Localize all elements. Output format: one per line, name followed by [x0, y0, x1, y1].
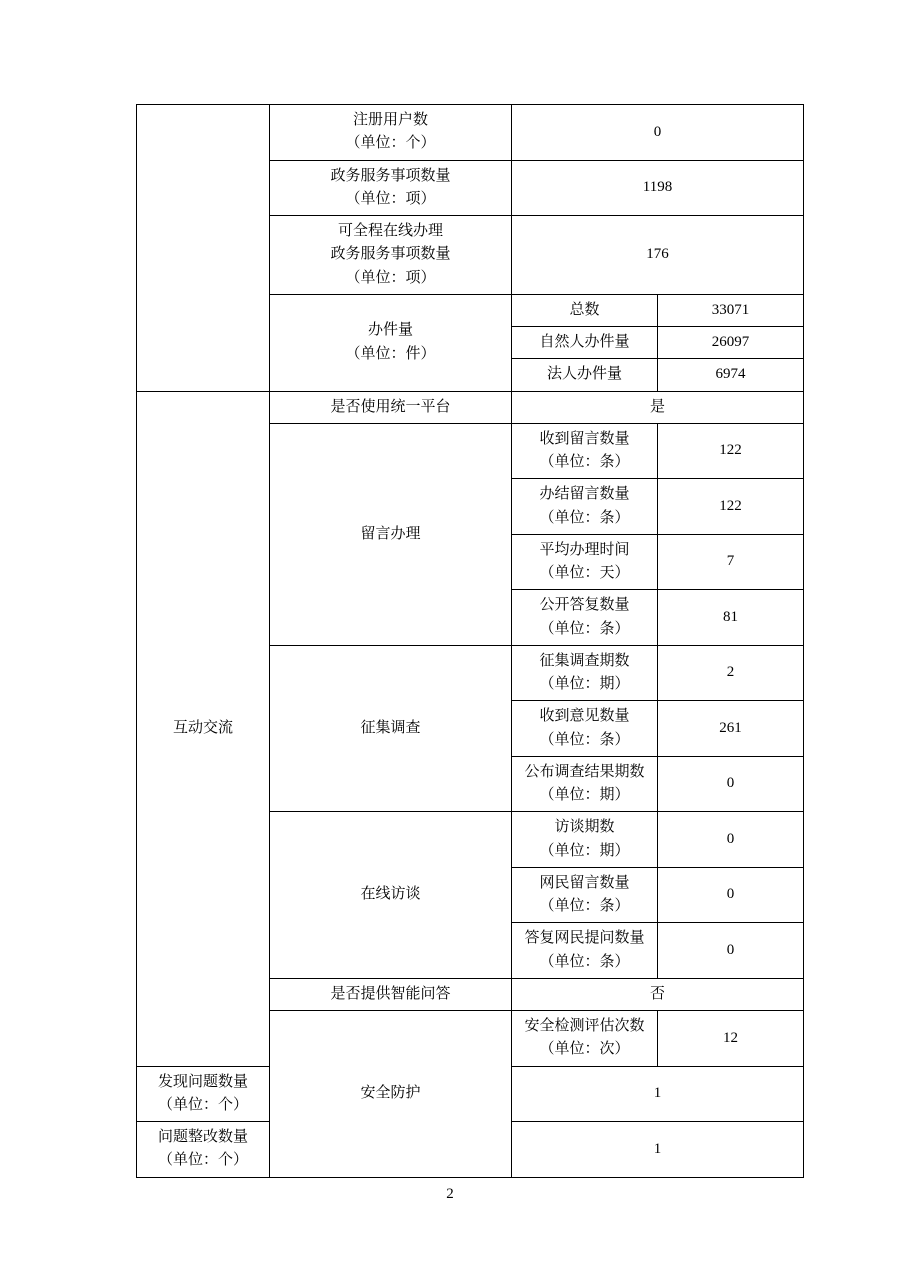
item-label-line2: （单位：件） [345, 345, 436, 362]
sub-label-line1: 征集调查期数 [539, 652, 630, 669]
item-label-line1: 问题整改数量 [157, 1129, 248, 1145]
sub-label-line1: 答复网民提问数量 [524, 930, 645, 947]
item-label-security-assessments [512, 1011, 658, 1067]
sub-label-public-replies [512, 590, 658, 646]
table-row [137, 391, 804, 423]
item-label-line2: （单位：个） [157, 1096, 248, 1113]
value-full-online-items: 176 [512, 216, 804, 295]
value-unified-platform: 是 [512, 391, 804, 423]
value-messages-received: 122 [658, 423, 804, 479]
category-cell-service [137, 105, 270, 392]
sub-label-line2: （单位：条） [539, 731, 630, 748]
sub-label-opinions-received [512, 701, 658, 757]
item-label-line2: （单位：个） [157, 1152, 248, 1169]
table-row [137, 105, 804, 161]
value-handled-total: 33071 [658, 294, 804, 326]
value-public-replies: 81 [658, 590, 804, 646]
item-label-online-interview: 在线访谈 [270, 812, 512, 979]
value-messages-completed: 122 [658, 479, 804, 535]
value-average-handling-time: 7 [658, 534, 804, 590]
item-label-handled-volume [270, 294, 512, 391]
sub-label-handled-legal-person: 法人办件量 [512, 359, 658, 391]
item-label-smart-qa: 是否提供智能问答 [270, 978, 512, 1010]
sub-label-line2: （单位：天） [539, 565, 630, 581]
item-label-full-online-items [270, 216, 512, 295]
page-number: 2 [446, 1186, 454, 1202]
value-netizen-messages: 0 [658, 867, 804, 923]
sub-label-line1: 收到意见数量 [539, 708, 630, 725]
sub-label-line1: 平均办理时间 [539, 541, 630, 558]
item-label-unified-platform: 是否使用统一平台 [270, 391, 512, 423]
value-interview-count: 0 [658, 812, 804, 868]
sub-label-line1: 公开答复数量 [539, 597, 630, 614]
item-label-line2: （单位：项） [345, 190, 436, 207]
sub-label-average-handling-time [512, 534, 658, 590]
item-label-line1: 可全程在线办理 [337, 223, 443, 239]
sub-label-line2: （单位：条） [539, 454, 630, 470]
report-table-container [136, 104, 788, 1178]
item-label-message-handling: 留言办理 [270, 423, 512, 645]
sub-label-line1: 访谈期数 [554, 819, 615, 836]
item-label-issues-found [137, 1066, 270, 1122]
sub-label-line2: （单位：期） [539, 787, 630, 803]
item-label-gov-service-items [270, 160, 512, 216]
value-smart-qa: 否 [512, 978, 804, 1010]
sub-label-netizen-messages [512, 867, 658, 923]
sub-label-line2: （单位：条） [539, 953, 630, 970]
item-label-line1: 发现问题数量 [157, 1073, 248, 1090]
value-handled-natural-person: 26097 [658, 327, 804, 359]
sub-label-line2: （单位：条） [539, 898, 630, 914]
value-survey-results-published: 0 [658, 756, 804, 812]
sub-label-survey-results-published [512, 756, 658, 812]
value-security-assessments: 12 [658, 1011, 804, 1067]
item-label-line2: 政务服务事项数量 [330, 246, 451, 263]
sub-label-netizen-replies [512, 923, 658, 979]
value-gov-service-items: 1198 [512, 160, 804, 216]
item-label-line1: 办件量 [367, 322, 413, 339]
sub-label-interview-count [512, 812, 658, 868]
value-netizen-replies: 0 [658, 923, 804, 979]
item-label-line2: （单位：个） [345, 135, 436, 152]
item-label-registered-users [270, 105, 512, 161]
value-registered-users: 0 [512, 105, 804, 161]
item-label-line1: 政务服务事项数量 [330, 167, 451, 184]
sub-label-messages-received [512, 423, 658, 479]
category-cell-security: 安全防护 [270, 1011, 512, 1178]
sub-label-line1: 公布调查结果期数 [524, 763, 645, 780]
government-website-report-table [136, 104, 804, 1178]
item-label-survey: 征集调查 [270, 645, 512, 812]
item-label-line1: 注册用户数 [352, 112, 428, 128]
value-issues-found: 1 [512, 1066, 804, 1122]
item-label-line2: （单位：次） [539, 1041, 630, 1058]
sub-label-line2: （单位：条） [539, 620, 630, 637]
sub-label-survey-count [512, 645, 658, 701]
value-opinions-received: 261 [658, 701, 804, 757]
sub-label-line1: 网民留言数量 [539, 874, 630, 891]
sub-label-line2: （单位：条） [539, 509, 630, 526]
sub-label-line1: 收到留言数量 [539, 430, 630, 447]
value-issues-fixed: 1 [512, 1122, 804, 1178]
sub-label-handled-total: 总数 [512, 294, 658, 326]
item-label-issues-fixed [137, 1122, 270, 1178]
value-survey-count: 2 [658, 645, 804, 701]
item-label-line3: （单位：项） [345, 269, 436, 286]
category-cell-interaction: 互动交流 [137, 391, 270, 1066]
value-handled-legal-person: 6974 [658, 359, 804, 391]
item-label-line1: 安全检测评估次数 [524, 1018, 645, 1034]
sub-label-line2: （单位：期） [539, 842, 630, 859]
sub-label-messages-completed [512, 479, 658, 535]
sub-label-line2: （单位：期） [539, 676, 630, 692]
sub-label-line1: 办结留言数量 [539, 486, 630, 503]
sub-label-handled-natural-person: 自然人办件量 [512, 327, 658, 359]
